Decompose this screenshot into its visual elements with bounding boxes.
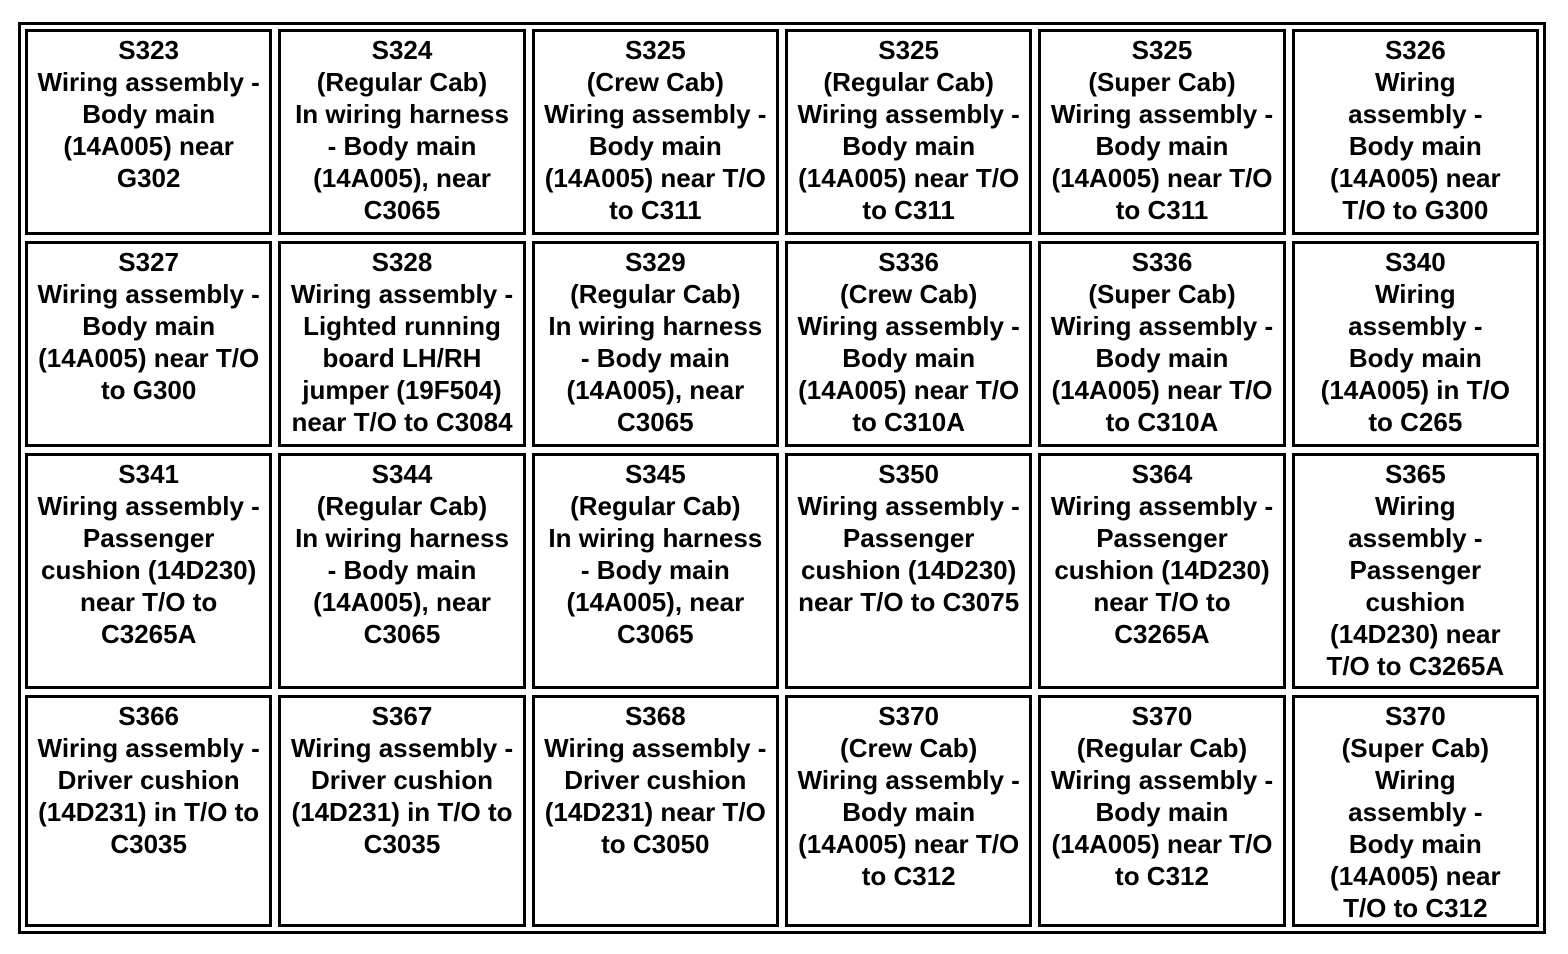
splice-id: S327: [118, 247, 180, 277]
splice-description-line: Wiring assembly -: [290, 279, 514, 309]
splice-description-line: (14A005), near: [566, 375, 745, 405]
splice-id: S323: [118, 35, 180, 65]
splice-description-line: Body main: [1095, 343, 1229, 373]
splice-description-line: - Body main: [327, 131, 477, 161]
splice-description-line: (Super Cab): [1088, 279, 1236, 309]
splice-id: S336: [1131, 247, 1193, 277]
splice-description-line: (14A005), near: [313, 163, 491, 193]
splice-description-line: - Body main: [580, 555, 730, 585]
splice-description-line: C3065: [363, 195, 441, 225]
splice-description-line: assembly -: [1348, 99, 1483, 129]
splice-id: S336: [878, 247, 940, 277]
splice-description-line: G302: [116, 163, 181, 193]
splice-description-line: Driver cushion: [310, 765, 494, 795]
table-cell: [1038, 453, 1285, 689]
splice-description-line: to G300: [100, 375, 197, 405]
splice-description-line: Wiring assembly -: [544, 99, 767, 129]
splice-description-line: (14D231) near T/O: [544, 797, 766, 827]
splice-description-line: assembly -: [1348, 797, 1483, 827]
table-cell: [25, 29, 272, 235]
table-cell: [1038, 29, 1285, 235]
splice-description-line: Wiring assembly -: [37, 67, 260, 97]
table-cell: [1292, 29, 1539, 235]
splice-id: S344: [371, 459, 433, 489]
splice-description-line: Body main: [1095, 797, 1229, 827]
splice-description-line: (14A005) near T/O: [798, 829, 1020, 859]
splice-description-line: to C312: [1115, 861, 1209, 891]
splice-description-line: Wiring assembly -: [797, 99, 1020, 129]
splice-description-line: (14A005) near T/O: [1051, 829, 1273, 859]
splice-description-line: Wiring: [1375, 765, 1456, 795]
splice-description-line: T/O to G300: [1342, 195, 1489, 225]
table-cell: [278, 453, 525, 689]
splice-description-line: jumper (19F504): [302, 375, 502, 405]
splice-id: S370: [1384, 701, 1446, 731]
splice-description-line: near T/O to C3075: [798, 587, 1020, 617]
splice-description-line: to C311: [609, 195, 702, 225]
splice-id: S325: [878, 35, 940, 65]
table-cell: [25, 453, 272, 689]
splice-description-line: Wiring: [1375, 491, 1456, 521]
splice-description-line: Passenger: [842, 523, 975, 553]
splice-description-line: (Regular Cab): [570, 491, 741, 521]
table-cell: [785, 453, 1032, 689]
splice-description-line: Wiring assembly -: [797, 765, 1020, 795]
splice-description-line: to C312: [861, 861, 956, 891]
splice-description-line: T/O to C3265A: [1326, 651, 1505, 681]
splice-table-frame: [18, 22, 1546, 934]
splice-description-line: to C311: [862, 195, 955, 225]
table-cell: [1292, 453, 1539, 689]
splice-description-line: Wiring assembly -: [797, 311, 1020, 341]
splice-description-line: Body main: [1348, 131, 1482, 161]
splice-description-line: Wiring assembly -: [1050, 311, 1274, 341]
splice-description-line: Wiring assembly -: [290, 733, 514, 763]
splice-description-line: (Super Cab): [1341, 733, 1489, 763]
splice-description-line: (14A005), near: [566, 587, 745, 617]
splice-description-line: Wiring: [1375, 67, 1456, 97]
splice-description-line: Driver cushion: [564, 765, 747, 795]
splice-description-line: Passenger: [1096, 523, 1228, 553]
splice-description-line: to C310A: [1105, 407, 1219, 437]
splice-description-line: Body main: [82, 311, 216, 341]
splice-id: S325: [624, 35, 686, 65]
splice-description-line: (14A005) near T/O: [38, 343, 260, 373]
splice-description-line: C3265A: [1114, 619, 1210, 649]
splice-description-line: C3035: [110, 829, 187, 859]
splice-id: S325: [1131, 35, 1193, 65]
splice-id: S370: [1131, 701, 1193, 731]
splice-description-line: Body main: [842, 343, 976, 373]
table-cell: [1292, 695, 1539, 927]
splice-description-line: C3065: [617, 619, 694, 649]
splice-description-line: Body main: [842, 131, 976, 161]
splice-description-line: C3065: [363, 619, 441, 649]
splice-description-line: Wiring assembly -: [797, 491, 1020, 521]
splice-description-line: to C3050: [601, 829, 710, 859]
splice-description-line: - Body main: [327, 555, 477, 585]
splice-description-line: to C311: [1115, 195, 1209, 225]
splice-id: S324: [371, 35, 433, 65]
splice-description-line: near T/O to: [1093, 587, 1231, 617]
splice-description-line: Wiring assembly -: [1050, 491, 1274, 521]
table-cell: [1292, 241, 1539, 447]
splice-description-line: (Regular Cab): [823, 67, 994, 97]
splice-description-line: Wiring assembly -: [37, 733, 260, 763]
table-cell: [25, 695, 272, 927]
splice-description-line: Wiring assembly -: [37, 279, 260, 309]
splice-description-line: - Body main: [580, 343, 730, 373]
splice-description-line: Body main: [588, 131, 722, 161]
splice-description-line: In wiring harness: [295, 99, 509, 129]
splice-id: S340: [1384, 247, 1446, 277]
splice-description-line: (Crew Cab): [840, 279, 978, 309]
splice-description-line: C3065: [617, 407, 694, 437]
splice-id: S366: [118, 701, 180, 731]
splice-description-line: cushion (14D230): [41, 555, 257, 585]
splice-description-line: (14D231) in T/O to: [291, 797, 513, 827]
splice-description-line: Body main: [1095, 131, 1229, 161]
splice-description-line: Wiring assembly -: [37, 491, 260, 521]
splice-description-line: (Crew Cab): [586, 67, 724, 97]
splice-id: S341: [118, 459, 180, 489]
splice-id: S345: [624, 459, 686, 489]
splice-id: S368: [624, 701, 686, 731]
table-cell: [1038, 241, 1285, 447]
splice-description-line: (14A005) near T/O: [798, 375, 1020, 405]
table-cell: [278, 695, 525, 927]
splice-table: [25, 29, 1539, 927]
splice-description-line: board LH/RH: [322, 343, 482, 373]
splice-id: S326: [1384, 35, 1446, 65]
splice-description-line: (14A005) in T/O: [1320, 375, 1510, 405]
splice-description-line: (14D231) in T/O to: [38, 797, 260, 827]
table-cell: [532, 29, 779, 235]
splice-description-line: (14A005) near: [1330, 163, 1501, 193]
table-cell: [25, 241, 272, 447]
splice-description-line: (14A005), near: [313, 587, 491, 617]
table-cell: [785, 241, 1032, 447]
splice-description-line: Body main: [1348, 343, 1482, 373]
splice-description-line: (Regular Cab): [316, 67, 488, 97]
splice-description-line: near T/O to C3084: [291, 407, 513, 437]
splice-id: S367: [371, 701, 433, 731]
splice-description-line: Lighted running: [303, 311, 501, 341]
splice-description-line: Driver cushion: [57, 765, 240, 795]
splice-description-line: near T/O to: [80, 587, 218, 617]
splice-id: S365: [1384, 459, 1446, 489]
table-cell: [532, 695, 779, 927]
splice-description-line: In wiring harness: [548, 523, 763, 553]
splice-id: S364: [1131, 459, 1193, 489]
splice-description-line: (Regular Cab): [1076, 733, 1248, 763]
table-cell: [532, 241, 779, 447]
splice-description-line: C3035: [363, 829, 441, 859]
splice-description-line: Body main: [82, 99, 216, 129]
splice-description-line: Wiring assembly -: [1050, 765, 1274, 795]
splice-description-line: (14A005) near: [1330, 861, 1501, 891]
splice-description-line: In wiring harness: [548, 311, 763, 341]
splice-description-line: Wiring assembly -: [1050, 99, 1274, 129]
splice-description-line: C3265A: [100, 619, 197, 649]
splice-description-line: to C310A: [852, 407, 965, 437]
splice-description-line: Body main: [842, 797, 976, 827]
splice-description-line: (Regular Cab): [570, 279, 741, 309]
splice-id: S328: [371, 247, 433, 277]
splice-description-line: (14A005) near T/O: [544, 163, 766, 193]
splice-description-line: (14A005) near: [63, 131, 234, 161]
table-cell: [278, 241, 525, 447]
splice-description-line: (Regular Cab): [316, 491, 488, 521]
splice-description-line: In wiring harness: [295, 523, 509, 553]
splice-description-line: (Crew Cab): [840, 733, 978, 763]
splice-description-line: cushion (14D230): [801, 555, 1017, 585]
splice-description-line: Wiring assembly -: [544, 733, 767, 763]
splice-id: S329: [624, 247, 686, 277]
table-cell: [785, 695, 1032, 927]
table-cell: [532, 453, 779, 689]
splice-description-line: to C265: [1368, 407, 1463, 437]
splice-description-line: cushion (14D230): [1054, 555, 1270, 585]
splice-description-line: cushion: [1365, 587, 1466, 617]
table-cell: [785, 29, 1032, 235]
splice-description-line: Passenger: [82, 523, 215, 553]
splice-description-line: Body main: [1348, 829, 1482, 859]
splice-description-line: assembly -: [1348, 523, 1483, 553]
splice-description-line: (14D230) near: [1330, 619, 1501, 649]
splice-description-line: assembly -: [1348, 311, 1483, 341]
splice-description-line: Passenger: [1349, 555, 1482, 585]
splice-id: S350: [878, 459, 940, 489]
splice-description-line: (14A005) near T/O: [1051, 163, 1273, 193]
splice-description-line: (Super Cab): [1088, 67, 1236, 97]
table-cell: [1038, 695, 1285, 927]
table-cell: [278, 29, 525, 235]
splice-description-line: (14A005) near T/O: [798, 163, 1020, 193]
splice-description-line: T/O to C312: [1343, 893, 1488, 923]
splice-description-line: (14A005) near T/O: [1051, 375, 1273, 405]
splice-id: S370: [878, 701, 940, 731]
splice-description-line: Wiring: [1375, 279, 1456, 309]
